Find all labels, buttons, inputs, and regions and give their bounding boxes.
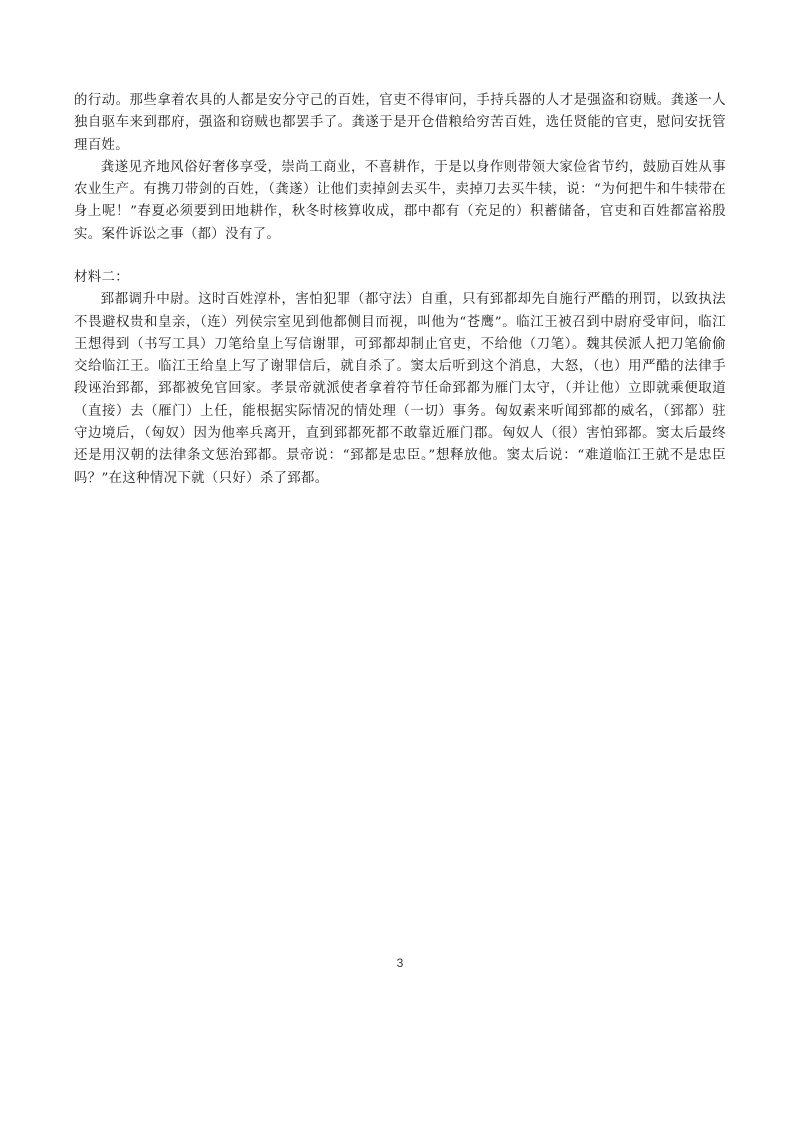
page-number: 3 bbox=[396, 956, 404, 970]
paragraph-zhi-du: 郅都调升中尉。这时百姓淳朴，害怕犯罪（都守法）自重，只有郅都却先自施行严酷的刑罚，以致执法不畏避权贵和皇亲，（连）列侯宗室见到他都侧目而视，叫他为“苍鹰”。临江王被召到中尉府受审问，临江王想得到（书写工具）刀笔给皇上写信谢罪，可郅都却制止官吏，不给他（刀笔）。魏其侯派人把刀笔偷偷交给临江王。临江王给皇上写了谢罪信后，就自杀了。窦太后听到这个消息，大怒，（也）用严酷的法律手段诬治郅都，郅都被免官回家。孝景帝就派使者拿着符节任命郅都为雁门太守，（并让他）立即就乘便取道（直接）去（雁门）上任，能根据实际情况的情处理（一切）事务。匈奴素来听闻郅都的威名，（郅都）驻守边境后，（匈奴）因为他率兵离开，直到郅都死都不敢靠近雁门郡。匈奴人（很）害怕郅都。窦太后最终还是用汉朝的法律条文惩治郅都。景帝说：“郅都是忠臣。”想释放他。窦太后说：“难道临江王就不是忠臣吗？”在这种情况下就（只好）杀了郅都。 bbox=[74, 292, 726, 486]
material-1-section bbox=[74, 90, 726, 246]
material-2-section bbox=[74, 267, 726, 490]
material-2-heading: 材料二： bbox=[74, 270, 129, 285]
paragraph-gong-sui: 龚遂见齐地风俗好奢侈享受，崇尚工商业，不喜耕作，于是以身作则带领大家俭省节约，鼓励百姓从事农业生产。有携刀带剑的百姓，（龚遂）让他们卖掉剑去买牛，卖掉刀去买牛犊，说：“为何把牛和牛犊带在身上呢！”春夏必须要到田地耕作，秋冬时核算收成，郡中都有（充足的）积蓄储备，官吏和百姓都富裕殷实。案件诉讼之事（都）没有了。 bbox=[74, 159, 726, 242]
paragraph-continuation: 的行动。那些拿着农具的人都是安分守己的百姓，官吏不得审问，手持兵器的人才是强盗和窃贼。龚遂一人独自驱车来到郡府，强盗和窃贼也都罢手了。龚遂于是开仓借粮给穷苦百姓，选任贤能的官吏，慰问安抚管理百姓。 bbox=[74, 93, 726, 153]
